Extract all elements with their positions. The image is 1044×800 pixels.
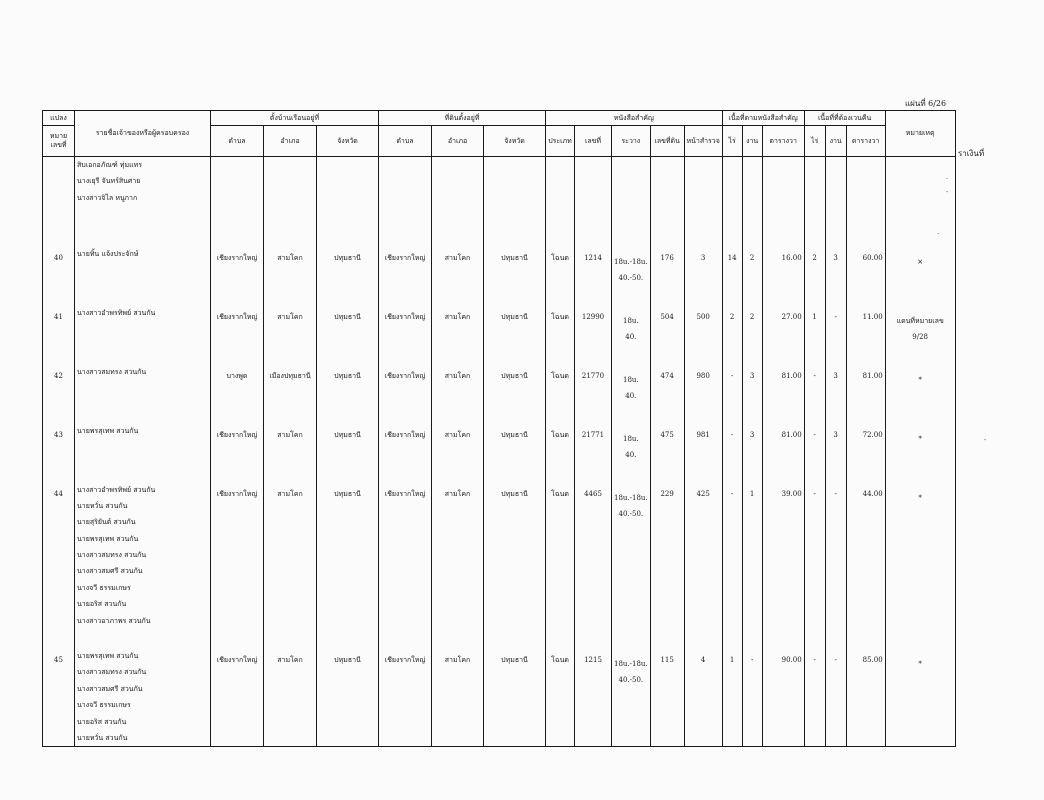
expro-wa-cell [846, 157, 885, 227]
deed-rai-cell: - [722, 404, 742, 463]
deed-type-cell: โฉนด [546, 629, 575, 747]
remark-cell [885, 404, 955, 463]
deed-sheet-cell [612, 463, 651, 630]
owner-name: นายอริส สวนกัน [77, 717, 127, 726]
home-tambon-cell: บางพูด [211, 345, 264, 404]
deed-ngan-cell: - [742, 629, 762, 747]
expro-rai-cell: 2 [804, 227, 825, 286]
plot-number-cell: 44 [43, 463, 75, 630]
owner-name: นายอริส สวนกัน [77, 600, 127, 609]
land-location-header: ที่ดินตั้งอยู่ที่ [379, 111, 546, 126]
land-changwat-cell: ปทุมธานี [484, 227, 546, 286]
remark-cell [885, 227, 955, 286]
sub-header-changwat: จังหวัด [484, 126, 546, 157]
expro-ngan-cell: 3 [825, 227, 846, 286]
expro-ngan-cell: 3 [825, 404, 846, 463]
plot-no-header-sub [43, 126, 75, 157]
expro-ngan-cell: - [825, 286, 846, 345]
land-tambon-cell: เชียงรากใหญ่ [379, 345, 432, 404]
cell-line: * [918, 660, 922, 669]
land-number-cell: 474 [650, 345, 684, 404]
owner-cell [75, 463, 211, 630]
owner-header: รายชื่อเจ้าของหรือผู้ครอบครอง [75, 111, 211, 157]
home-tambon-cell: เชียงรากใหญ่ [211, 629, 264, 747]
home-amphoe-cell: สามโคก [264, 286, 317, 345]
owner-name: สิบเอกอภัณฑ์ ทุ่มแทร [77, 161, 143, 169]
cell-line: * [918, 375, 922, 384]
home-amphoe-cell: เมืองปทุมธานี [264, 345, 317, 404]
deed-ngan-cell: 2 [742, 227, 762, 286]
survey-page-cell: 500 [684, 286, 722, 345]
deed-ngan-cell: 2 [742, 286, 762, 345]
cell-line: 18u.-18u. [614, 257, 648, 266]
table-body [43, 157, 956, 747]
land-tambon-cell: เชียงรากใหญ่ [379, 404, 432, 463]
land-expropriation-table [42, 110, 956, 747]
land-number-cell: 229 [650, 463, 684, 630]
deed-number-cell [575, 157, 612, 227]
home-changwat-cell: ปทุมธานี [317, 629, 379, 747]
owner-cell [75, 629, 211, 747]
home-amphoe-cell: สามโคก [264, 227, 317, 286]
owner-name: นายหวั่น สวนกัน [77, 733, 128, 742]
cell-line: แดนที่หมายเลข [896, 316, 944, 325]
sub-header-rai: ไร่ [804, 126, 825, 157]
deed-wa-cell: 27.00 [762, 286, 804, 345]
owner-name: นายพรสุเทพ สวนกัน [77, 534, 139, 543]
deed-rai-cell: - [722, 463, 742, 630]
cell-line: 18u.-18u. [614, 660, 648, 669]
stray-mark: - [984, 436, 987, 444]
cell-line: 18u. [623, 434, 639, 443]
deed-sheet-cell [612, 286, 651, 345]
sub-header-ngan: งาน [742, 126, 762, 157]
survey-page-cell: 981 [684, 404, 722, 463]
sub-header-wa: ตารางวา [846, 126, 885, 157]
expro-ngan-cell: - [825, 629, 846, 747]
owner-name: นางสาวสมทรง สวนกัน [77, 367, 147, 376]
land-number-cell: 115 [650, 629, 684, 747]
home-amphoe-cell [264, 157, 317, 227]
deed-wa-cell [762, 157, 804, 227]
cell-line: 40.-50. [618, 676, 644, 685]
land-amphoe-cell: สามโคก [432, 463, 484, 630]
cell-line: * [918, 493, 922, 502]
plot-number-cell: 43 [43, 404, 75, 463]
owner-name: นายทิ้น แจ้งประจักษ์ [77, 249, 139, 258]
sub-header-changwat: จังหวัด [317, 126, 379, 157]
home-amphoe-cell: สามโคก [264, 629, 317, 747]
land-amphoe-cell [432, 157, 484, 227]
plot-no-header: แปลง [43, 111, 75, 126]
stray-mark: · [946, 175, 949, 183]
expro-rai-cell [804, 157, 825, 227]
cell-line: 18u. [623, 316, 639, 325]
expro-ngan-cell [825, 157, 846, 227]
sub-header-tambon: ตำบล [211, 126, 264, 157]
land-number-cell: 475 [650, 404, 684, 463]
land-changwat-cell: ปทุมธานี [484, 629, 546, 747]
home-address-header: ตั้งบ้านเรือนอยู่ที่ [211, 111, 379, 126]
table-row [43, 345, 956, 404]
area-deed-header: เนื้อที่ตามหนังสือสำคัญ [722, 111, 804, 126]
home-changwat-cell: ปทุมธานี [317, 345, 379, 404]
table-row [43, 227, 956, 286]
owner-name: นายหวั่น สวนกัน [77, 501, 128, 510]
owner-name: นายสุริยันต์ สวนกัน [77, 518, 136, 527]
home-amphoe-cell: สามโคก [264, 404, 317, 463]
home-tambon-cell: เชียงรากใหญ่ [211, 404, 264, 463]
side-note: ราเงินที่ [958, 149, 985, 158]
owner-name: นางเยุรี จันทร์สินศาย [77, 177, 141, 186]
remark-cell [885, 463, 955, 630]
cell-line: 40.-50. [618, 509, 644, 518]
cell-line: 40. [625, 450, 637, 459]
deed-number-cell: 21770 [575, 345, 612, 404]
owner-name: นางสาวสมศรี สวนกัน [77, 567, 143, 576]
deed-number-cell: 4465 [575, 463, 612, 630]
sub-header-survey: หน้าสำรวจ [684, 126, 722, 157]
table-row [43, 404, 956, 463]
expro-wa-cell: 81.00 [846, 345, 885, 404]
deed-number-cell: 21771 [575, 404, 612, 463]
table-row [43, 629, 956, 747]
deed-ngan-cell: 3 [742, 345, 762, 404]
expro-rai-cell: - [804, 463, 825, 630]
deed-wa-cell: 90.00 [762, 629, 804, 747]
deed-sheet-cell [612, 227, 651, 286]
plot-number-cell: 40 [43, 227, 75, 286]
home-changwat-cell: ปทุมธานี [317, 463, 379, 630]
sub-header-amphoe: อำเภอ [432, 126, 484, 157]
deed-type-cell: โฉนด [546, 227, 575, 286]
land-amphoe-cell: สามโคก [432, 345, 484, 404]
home-changwat-cell: ปทุมธานี [317, 227, 379, 286]
expro-wa-cell: 44.00 [846, 463, 885, 630]
plot-number-cell: 42 [43, 345, 75, 404]
deed-type-cell: โฉนด [546, 463, 575, 630]
cell-line: × [917, 257, 924, 266]
owner-name: นางจวี ธรรมเกษร [77, 583, 131, 592]
plot-number-cell: 41 [43, 286, 75, 345]
land-changwat-cell: ปทุมธานี [484, 345, 546, 404]
deed-ngan-cell: 1 [742, 463, 762, 630]
owner-name: นางสาวจิไล หนูกาก [77, 193, 138, 202]
deed-wa-cell: 81.00 [762, 345, 804, 404]
deed-number-cell: 12990 [575, 286, 612, 345]
survey-page-cell: 980 [684, 345, 722, 404]
owner-name: นางสาวสมทรง สวนกัน [77, 668, 147, 677]
expro-rai-cell: - [804, 345, 825, 404]
land-changwat-cell: ปทุมธานี [484, 463, 546, 630]
page-number: แผ่นที่ 6/26 [905, 99, 947, 108]
land-tambon-cell: เชียงรากใหญ่ [379, 629, 432, 747]
deed-sheet-cell [612, 404, 651, 463]
cell-line: 18u. [623, 375, 639, 384]
sub-header-sheet: ระวาง [612, 126, 651, 157]
title-deed-header: หนังสือสำคัญ [546, 111, 723, 126]
land-number-cell: 504 [650, 286, 684, 345]
land-changwat-cell: ปทุมธานี [484, 404, 546, 463]
sub-header-rai: ไร่ [722, 126, 742, 157]
land-amphoe-cell: สามโคก [432, 286, 484, 345]
land-number-cell [650, 157, 684, 227]
owner-name: นางสาวอาภาพร สวนกัน [77, 616, 151, 625]
area-expro-header: เนื้อที่ที่ต้องเวนคืน [804, 111, 885, 126]
table-row [43, 286, 956, 345]
deed-wa-cell: 81.00 [762, 404, 804, 463]
owner-name: นางสาวสมทรง สวนกัน [77, 551, 147, 560]
deed-sheet-cell [612, 345, 651, 404]
deed-rai-cell [722, 157, 742, 227]
survey-page-cell: 4 [684, 629, 722, 747]
land-tambon-cell: เชียงรากใหญ่ [379, 463, 432, 630]
cell-line: 18u.-18u. [614, 493, 648, 502]
deed-sheet-cell [612, 629, 651, 747]
deed-sheet-cell [612, 157, 651, 227]
deed-ngan-cell [742, 157, 762, 227]
expro-rai-cell: 1 [804, 286, 825, 345]
plot-number-cell [43, 157, 75, 227]
stray-mark: · [937, 230, 940, 238]
owner-name: นายพรสุเทพ สวนกัน [77, 652, 139, 661]
land-tambon-cell: เชียงรากใหญ่ [379, 227, 432, 286]
land-tambon-cell [379, 157, 432, 227]
deed-type-cell [546, 157, 575, 227]
deed-rai-cell: - [722, 345, 742, 404]
deed-ngan-cell: 3 [742, 404, 762, 463]
home-tambon-cell: เชียงรากใหญ่ [211, 463, 264, 630]
home-amphoe-cell: สามโคก [264, 463, 317, 630]
home-tambon-cell: เชียงรากใหญ่ [211, 227, 264, 286]
cell-line: 40.-50. [618, 273, 644, 282]
deed-type-cell: โฉนด [546, 286, 575, 345]
land-amphoe-cell: สามโคก [432, 629, 484, 747]
home-changwat-cell: ปทุมธานี [317, 404, 379, 463]
expro-rai-cell: - [804, 629, 825, 747]
expro-wa-cell: 11.00 [846, 286, 885, 345]
deed-rai-cell: 2 [722, 286, 742, 345]
expro-ngan-cell: - [825, 463, 846, 630]
sub-header-tambon: ตำบล [379, 126, 432, 157]
owner-name: นางสาวสมศรี สวนกัน [77, 684, 143, 693]
cell-line: 40. [625, 332, 637, 341]
sub-header-amphoe: อำเภอ [264, 126, 317, 157]
survey-page-cell: 425 [684, 463, 722, 630]
owner-cell [75, 404, 211, 463]
deed-number-cell: 1215 [575, 629, 612, 747]
deed-type-cell: โฉนด [546, 345, 575, 404]
plot-no-header-line: เลขที่ [50, 141, 67, 149]
land-changwat-cell [484, 157, 546, 227]
owner-cell [75, 345, 211, 404]
expro-ngan-cell: 3 [825, 345, 846, 404]
survey-page-cell: 3 [684, 227, 722, 286]
remark-cell [885, 286, 955, 345]
sub-header-ngan: งาน [825, 126, 846, 157]
sub-header-land-no: เลขที่ดิน [650, 126, 684, 157]
cell-line: 9/28 [912, 332, 929, 341]
home-changwat-cell [317, 157, 379, 227]
land-number-cell: 176 [650, 227, 684, 286]
cell-line: * [918, 434, 922, 443]
home-tambon-cell: เชียงรากใหญ่ [211, 286, 264, 345]
deed-wa-cell: 39.00 [762, 463, 804, 630]
home-changwat-cell: ปทุมธานี [317, 286, 379, 345]
deed-wa-cell: 16.00 [762, 227, 804, 286]
expro-wa-cell: 85.00 [846, 629, 885, 747]
cell-line: 40. [625, 391, 637, 400]
sub-header-type: ประเภท [546, 126, 575, 157]
expro-wa-cell: 60.00 [846, 227, 885, 286]
land-amphoe-cell: สามโคก [432, 227, 484, 286]
plot-number-cell: 45 [43, 629, 75, 747]
owner-cell [75, 227, 211, 286]
sub-header-wa: ตารางวา [762, 126, 804, 157]
expro-rai-cell: - [804, 404, 825, 463]
deed-number-cell: 1214 [575, 227, 612, 286]
owner-name: นางสาวอำพรทิพย์ สวนกัน [77, 485, 156, 494]
plot-no-header-line: หมาย [49, 132, 68, 141]
deed-rai-cell: 14 [722, 227, 742, 286]
expro-wa-cell: 72.00 [846, 404, 885, 463]
land-amphoe-cell: สามโคก [432, 404, 484, 463]
sub-header-number: เลขที่ [575, 126, 612, 157]
owner-name: นายพรสุเทพ สวนกัน [77, 426, 139, 435]
remark-cell [885, 629, 955, 747]
deed-rai-cell: 1 [722, 629, 742, 747]
land-changwat-cell: ปทุมธานี [484, 286, 546, 345]
deed-type-cell: โฉนด [546, 404, 575, 463]
owner-cell [75, 157, 211, 227]
owner-cell [75, 286, 211, 345]
owner-name: นางจวี ธรรมเกษร [77, 701, 131, 710]
table-row [43, 463, 956, 630]
remark-cell [885, 157, 955, 227]
home-tambon-cell [211, 157, 264, 227]
land-tambon-cell: เชียงรากใหญ่ [379, 286, 432, 345]
survey-page-cell [684, 157, 722, 227]
remark-cell [885, 345, 955, 404]
remark-header: หมายเหตุ [885, 111, 955, 157]
owner-name: นางสาวอำพรทิพย์ สวนกัน [77, 308, 156, 317]
stray-mark: - [946, 188, 949, 196]
table-row [43, 157, 956, 227]
